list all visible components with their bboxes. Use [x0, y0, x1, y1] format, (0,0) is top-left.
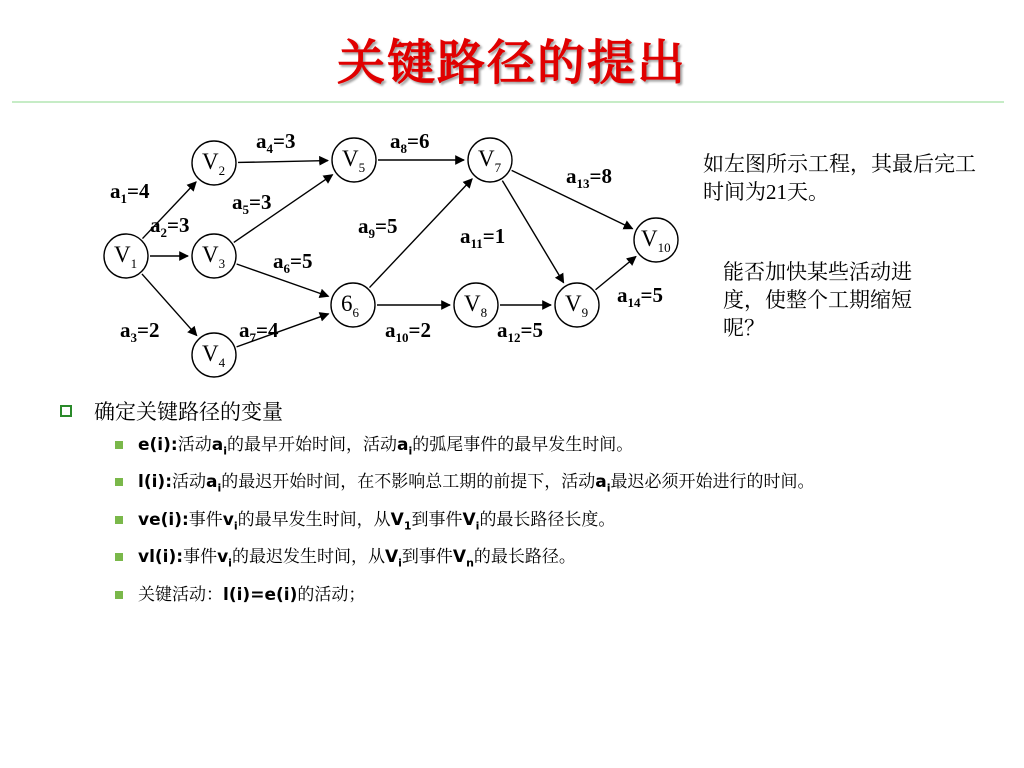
item-text: l(i):活动$a_i$的最迟开始时间，在不影响总工期的前提下，活动$a_i$最迟必须开始进行的时间。: [138, 472, 815, 495]
list-item-ve: [115, 508, 958, 538]
hollow-square-bullet-icon: [60, 405, 72, 417]
node-label-v7: $V_7$: [478, 146, 502, 175]
node-label-v10: $V_{10}$: [641, 226, 671, 255]
item-text: ve(i):事件$v_i$的最早发生时间，从$V_1$到事件$V_i$的最长路径长度。: [138, 509, 616, 533]
list-heading: [58, 396, 958, 426]
edge-label-a2: $a_2=3$: [150, 213, 190, 240]
edge-label-a13: $a_{13}=8$: [566, 164, 612, 191]
node-label-v5: $V_5$: [342, 146, 366, 175]
edge-label-a9: $a_9=5$: [358, 214, 398, 241]
edge-label-a5: $a_5=3$: [232, 190, 272, 217]
list-item-l: [115, 470, 958, 500]
square-bullet-icon: [115, 441, 123, 449]
square-bullet-icon: [115, 516, 123, 524]
edge-arrow-v2-v5: [238, 161, 328, 163]
item-text: vl(i):事件$v_i$的最迟发生时间，从$V_i$到事件$V_n$的最长路径。: [138, 547, 576, 570]
edge-label-a6: $a_6=5$: [273, 249, 313, 276]
item-text: 关键活动：l(i)=e(i)的活动；: [138, 584, 366, 605]
node-label-v8: $V_8$: [464, 291, 488, 320]
heading-text: 确定关键路径的变量: [94, 400, 283, 424]
note-completion-time: 如左图所示工程，其最后完工时间为21天。: [703, 152, 976, 204]
square-bullet-icon: [115, 478, 123, 486]
note-shorten-question: 能否加快某些活动进度，使整个工期缩短呢？: [723, 260, 912, 340]
node-label-v2: $V_2$: [202, 149, 226, 178]
list-item-key: [115, 583, 958, 607]
list-item-vl: [115, 545, 958, 575]
node-label-v4: $V_4$: [202, 341, 226, 370]
list-item-e: [115, 433, 958, 463]
edge-label-a4: $a_4=3$: [256, 129, 296, 156]
edge-label-a3: $a_3=2$: [120, 318, 160, 345]
square-bullet-icon: [115, 553, 123, 561]
edge-label-a7: $a_7=4$: [239, 318, 279, 345]
variables-list: [58, 396, 958, 607]
square-bullet-icon: [115, 591, 123, 599]
edge-label-a11: $a_{11}=1$: [460, 224, 506, 251]
edge-label-a12: $a_{12}=5$: [497, 318, 543, 345]
edge-label-a10: $a_{10}=2$: [385, 318, 431, 345]
item-text: e(i):活动$a_i$的最早开始时间，活动$a_i$的弧尾事件的最早发生时间。: [138, 435, 634, 458]
edge-label-a8: $a_8=6$: [390, 129, 430, 156]
node-label-v1: $V_1$: [114, 242, 138, 271]
edge-label-a14: $a_{14}=5$: [617, 283, 663, 310]
node-label-v3: $V_3$: [202, 242, 226, 271]
edge-arrow-v7-v9: [502, 181, 563, 283]
node-label-v9: $V_9$: [565, 291, 589, 320]
node-label-v6: $6_6$: [341, 291, 359, 320]
slide-title: 关键路径的提出: [336, 35, 687, 91]
edge-label-a1: $a_1=4$: [110, 179, 150, 206]
edge-arrow-v9-v10: [596, 257, 636, 290]
